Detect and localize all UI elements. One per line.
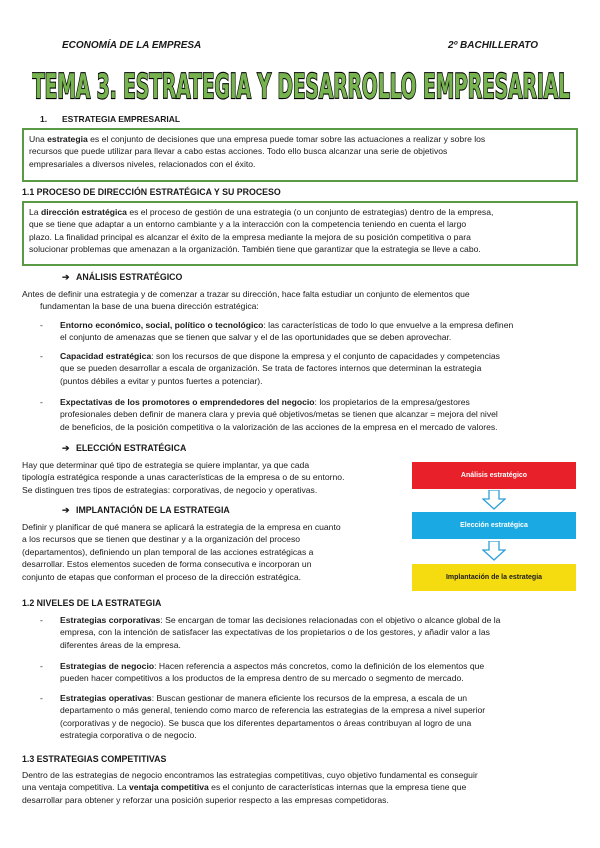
page-title <box>32 58 572 108</box>
analisis-intro: Antes de definir una estrategia y de comenzar a trazar su dirección, hace falta estudiar un conjunto de elementos que fundamentan la base de una buena dirección estratégica: <box>22 289 470 312</box>
bullet-entorno: - Entorno económico, social, político o tecnológico: las características de todo lo que envuelve a la empresa definen el conjunto de amenazas que se tienen que salvar y el de las oportunidades que se deben aprovechar. <box>40 320 514 343</box>
implantacion-text: Definir y planificar de qué manera se aplicará la estrategia de la empresa en cuanto a los recursos que se tienen que destinar y a la organización del proceso (departamentos), definiendo un plan temporal de las acciones estratégicas a desarrollar. Estos elementos suceden de forma consecutiva e incorporan un conjunto de etapas que conforman el proceso de la dirección estratégica. <box>22 522 341 582</box>
header-course: 2º BACHILLERATO <box>448 40 538 51</box>
eleccion-text: Hay que determinar qué tipo de estrategia se quiere implantar, ya que cada tipología estratégica responde a unas características de la empresa o de su entorno. Se distinguen tres tipos de estrategias: corporativas, de negocio y operativas. <box>22 460 345 495</box>
flow-step-implantacion: Implantación de la estrategia <box>412 564 576 591</box>
term-ventaja-competitiva: ventaja competitiva <box>129 782 209 793</box>
definition-box-estrategia: Una estrategia es el conjunto de decisiones que una empresa puede tomar sobre las actuaciones a realizar y sobre los recursos que puede utilizar para llevar a cabo estas acciones. Todo ello busca alcanzar una serie de objetivos empresariales a diversos niveles, relacionados con el éxito. <box>22 128 578 182</box>
eleccion-heading: ➔ ELECCIÓN ESTRATÉGICA <box>62 443 187 453</box>
competitivas-text: Dentro de las estrategias de negocio encontramos las estrategias competitivas, cuyo objetivo fundamental es conseguir una ventaja competitiva. La ventaja competitiva es el conjunto de características internas que la empresa tiene que desarrollar para obtener y reforzar una posición superior respecto a las empresas competidoras. <box>22 770 478 805</box>
arrow-right-icon: ➔ <box>62 443 70 453</box>
page-title-text: TEMA 3. ESTRATEGIA Y DESARROLLO EMPRESARIAL <box>32 67 570 107</box>
analisis-heading: ➔ ANÁLISIS ESTRATÉGICO <box>62 272 183 282</box>
arrow-right-icon: ➔ <box>62 505 70 515</box>
header-subject: ECONOMÍA DE LA EMPRESA <box>62 40 202 51</box>
bullet-operativas: - Estrategias operativas: Buscan gestionar de manera eficiente los recursos de la empresa, a escala de un departamento o más general, teniendo como marco de referencia las estrategias de la empresa a nivel superior (corporativas y de negocio). Se busca que los diferentes departamentos o áreas contribuyan al logro de una estrategia corporativa o de negocio. <box>40 693 486 741</box>
flow-down-arrow-icon <box>482 541 506 561</box>
flow-down-arrow-icon <box>482 490 506 510</box>
flow-step-eleccion: Elección estratégica <box>412 512 576 539</box>
implantacion-heading: ➔ IMPLANTACIÓN DE LA ESTRATEGIA <box>62 505 230 515</box>
section-1-number: 1. <box>40 114 48 124</box>
section-1-1-heading: 1.1 PROCESO DE DIRECCIÓN ESTRATÉGICA Y SU PROCESO <box>22 187 281 197</box>
term-direccion-estrategica: dirección estratégica <box>40 207 127 217</box>
definition-box-direccion: La dirección estratégica es el proceso de gestión de una estrategia (o un conjunto de estrategias) dentro de la empresa, que se tiene que adaptar a un entorno cambiante y a la interacción con la competencia teniendo en cuenta el largo plazo. La finalidad principal es alcanzar el éxito de la empresa mediante la mejora de su posición competitiva o para solucionar problemas que amenazan a la organización. También tiene que garantizar que la estrategia se lleve a cabo. <box>22 201 578 266</box>
arrow-right-icon: ➔ <box>62 272 70 282</box>
section-1-label: ESTRATEGIA EMPRESARIAL <box>62 114 181 124</box>
section-1-2-heading: 1.2 NIVELES DE LA ESTRATEGIA <box>22 598 162 608</box>
flow-step-analisis: Análisis estratégico <box>412 462 576 489</box>
section-1-heading <box>40 114 180 124</box>
page-header <box>62 40 538 54</box>
bullet-corporativas: - Estrategias corporativas: Se encargan de tomar las decisiones relacionadas con el objetivo o alcance global de la empresa, con la intención de satisfacer las expectativas de los propietarios o de los gestores, y añadir valor a las diferentes áreas de la empresa. <box>40 615 501 650</box>
term-estrategia: estrategia <box>47 134 88 144</box>
bullet-expectativas: - Expectativas de los promotores o emprendedores del negocio: los propietarios de la empresa/gestores profesionales deben definir de manera clara y previa qué objetivos/metas se tienen que alcanzar = mejora del nivel de beneficios, de la posición competitiva o la valorización de las acciones de la empresa en el mercado de valores. <box>40 397 498 432</box>
bullet-negocio: - Estrategias de negocio: Hacen referencia a aspectos más concretos, como la definición de los elementos que pueden hacer competitivos a los productos de la empresa dentro de su mercado o segmento de mercado. <box>40 661 485 684</box>
bullet-capacidad: - Capacidad estratégica: son los recursos de que dispone la empresa y el conjunto de capacidades y competencias que se pueden desarrollar a escala de organización. Se trata de factores internos que determinan la estrategia (puntos débiles a evitar y puntos fuertes a potenciar). <box>40 351 500 386</box>
section-1-3-heading: 1.3 ESTRATEGIAS COMPETITIVAS <box>22 754 167 764</box>
